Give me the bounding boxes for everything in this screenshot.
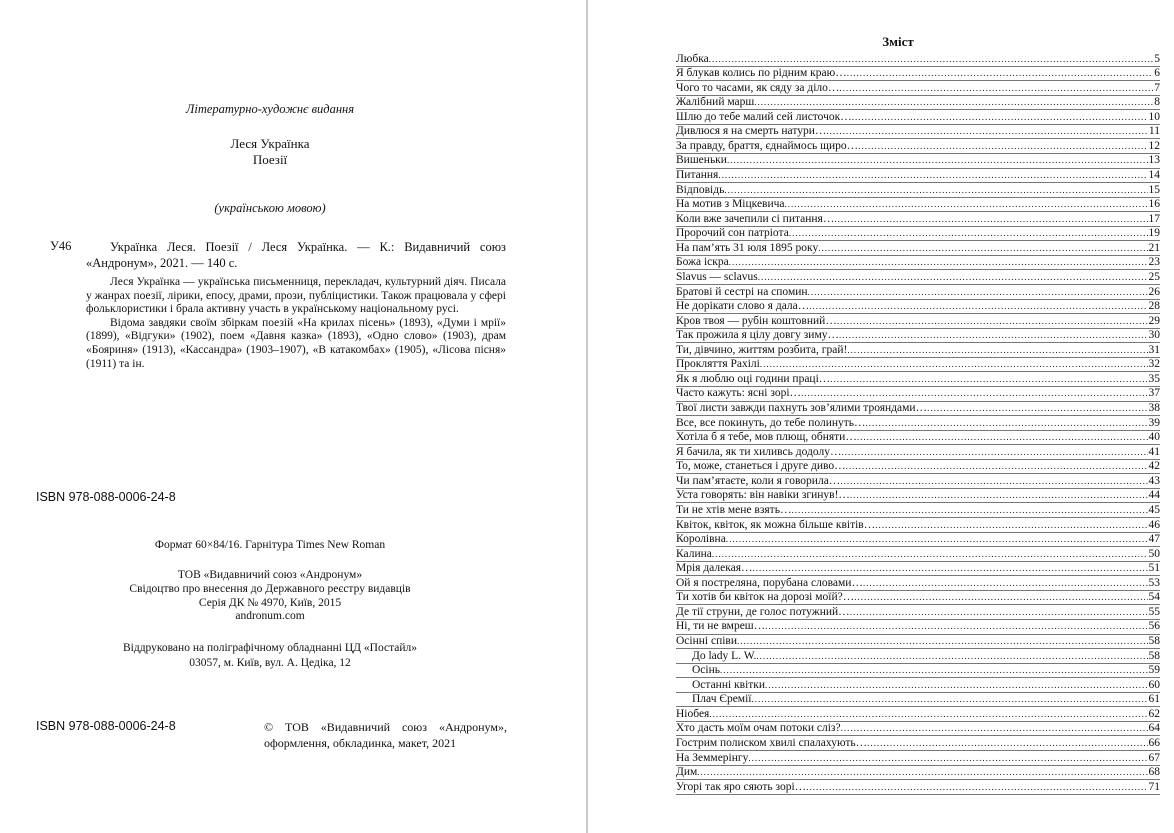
isbn-top: ISBN 978-088-0006-24-8 (36, 490, 176, 504)
toc-leader-dots (854, 590, 1147, 605)
toc-entry-title: Шлю до тебе малий сей листочок… (676, 110, 852, 123)
toc-entry-title: Мрія далекая… (676, 562, 753, 575)
udc-code: У46 (50, 239, 72, 253)
printing-address: 03057, м. Київ, вул. А. Цедіка, 12 (189, 656, 351, 669)
toc-entry-page: 46 (1148, 518, 1160, 531)
toc-entry-page: 8 (1154, 96, 1160, 109)
toc-entry (676, 169, 1160, 184)
toc-entry (676, 67, 1160, 82)
toc-entry (676, 547, 1160, 562)
toc-entry (676, 358, 1160, 373)
toc-entry-title: Ой я постреляна, порубана словами… (676, 576, 863, 589)
toc-entry (676, 503, 1160, 518)
toc-entry-page: 38 (1148, 402, 1160, 414)
toc-entry-title: Хто дасть моїм очам потоки сліз? (676, 722, 841, 735)
toc-entry (676, 125, 1160, 140)
toc-entry (676, 620, 1160, 635)
toc-entry (676, 81, 1160, 96)
toc-entry (676, 649, 1160, 664)
toc-leader-dots (850, 605, 1148, 620)
toc-entry-title: Прокляття Рахілі (676, 358, 760, 371)
publisher-website: andronum.com (235, 610, 305, 623)
toc-leader-dots (765, 619, 1147, 634)
toc-entry (676, 372, 1160, 387)
toc-entry (676, 96, 1160, 111)
toc-entry-page: 37 (1148, 387, 1160, 400)
toc-entry-page: 6 (1154, 67, 1160, 80)
toc-entry (676, 139, 1160, 154)
table-of-contents (676, 52, 1160, 795)
toc-leader-dots (818, 241, 1147, 256)
toc-entry-page: 5 (1154, 52, 1160, 65)
toc-entry-title: Дим (676, 766, 698, 779)
toc-entry-page: 16 (1148, 198, 1160, 211)
toc-leader-dots (756, 649, 1147, 664)
toc-entry-title: Хотіла б я тебе, мов плющ, обняти… (676, 431, 857, 444)
toc-entry-title: Де тії струни, де голос потужний… (676, 605, 850, 618)
toc-entry-page: 68 (1148, 766, 1160, 779)
toc-leader-dots (857, 430, 1148, 445)
toc-leader-dots (852, 110, 1148, 125)
toc-entry (676, 314, 1160, 329)
right-page (588, 0, 1174, 833)
toc-leader-dots (840, 474, 1147, 489)
toc-entry (676, 518, 1160, 533)
toc-entry-title: Slavus — sclavus (676, 270, 758, 283)
toc-entry-title: Відповідь (676, 183, 725, 196)
toc-entry (676, 605, 1160, 620)
toc-leader-dots (727, 153, 1148, 168)
toc-entry-page: 60 (1148, 678, 1160, 691)
toc-entry-title: Все, все покинуть, до тебе полинуть… (676, 416, 866, 429)
toc-entry-title: Осінні співи (676, 635, 738, 647)
format-info: Формат 60×84/16. Гарнітура Times New Roman (154, 539, 386, 551)
toc-entry-title: Чи пам’ятаєте, коли я говорила… (676, 474, 841, 487)
toc-leader-dots (839, 81, 1153, 96)
publisher-info (0, 569, 540, 624)
toc-leader-dots (830, 372, 1147, 387)
toc-entry (676, 707, 1160, 722)
toc-entry-page: 71 (1148, 780, 1160, 793)
toc-leader-dots (826, 124, 1148, 139)
toc-leader-dots (720, 663, 1147, 678)
toc-entry-page: 45 (1148, 503, 1160, 516)
toc-entry (676, 736, 1160, 751)
toc-entry-page: 32 (1148, 358, 1160, 371)
toc-entry-title: Квіток, квіток, як можна більше квітів… (676, 518, 876, 531)
toc-entry (676, 212, 1160, 227)
toc-entry (676, 227, 1160, 242)
toc-entry-page: 56 (1148, 620, 1160, 633)
toc-entry-page: 62 (1148, 707, 1160, 720)
toc-entry-page: 44 (1148, 489, 1160, 502)
toc-entry-title: Останні квітки (692, 678, 766, 691)
toc-leader-dots (718, 168, 1147, 183)
toc-entry-title: Жалібний марш (676, 96, 755, 109)
toc-entry-page: 66 (1148, 736, 1160, 749)
publisher-line: Свідоцтво про внесення до Державного реєстру видавців (129, 582, 411, 595)
toc-leader-dots (927, 401, 1147, 416)
toc-entry-title: Я бачила, як ти хиливсь додолу… (676, 445, 842, 458)
toc-entry-title: Пророчий сон патріота (676, 227, 789, 240)
copyright-notice: © ТОВ «Видавничий союз «Андронум», оформлення, обкладинка, макет, 2021 (264, 720, 507, 750)
annotation-paragraph: Відома завдяки своїм збіркам поезій «На крилах пісень» (1893), «Думи і мрії» (1899), «Відгуки» (1902), поем «Давня казка» (1893), «Одно слово» (1903), драм «Бояриня» (1913), «Кассандра» (1903–1907), «В катакомбах» (1905), «Лісова пісня» (1911) та ін. (86, 316, 506, 370)
toc-entry (676, 387, 1160, 402)
toc-leader-dots (875, 518, 1147, 533)
toc-entry (676, 300, 1160, 315)
toc-entry-title: Божа іскра (676, 256, 729, 269)
toc-entry-title: Любка (676, 52, 709, 65)
toc-leader-dots (808, 285, 1148, 300)
toc-entry-page: 42 (1148, 460, 1160, 473)
toc-entry-page: 7 (1154, 81, 1160, 94)
toc-entry-title: Питання (676, 169, 719, 181)
annotation-paragraph: Леся Українка — українська письменниця, перекладач, культурний діяч. Писала у жанрах поезії, лірики, епосу, драми, прози, публіцистики. Також працювала у сфері фольклористики і брала активну участь в українському національному русі. (86, 276, 506, 316)
toc-entry-page: 15 (1148, 183, 1160, 196)
toc-entry-page: 58 (1148, 649, 1160, 662)
toc-entry-title: Ти, дівчино, життям розбита, грай! (676, 343, 848, 356)
toc-leader-dots (748, 751, 1147, 766)
toc-entry-title: Калина (676, 547, 712, 560)
toc-entry-title: Твої листи завжди пахнуть зов’ялими трояндами… (676, 402, 928, 414)
toc-leader-dots (837, 314, 1148, 329)
toc-entry-page: 29 (1148, 314, 1160, 327)
annotation (86, 276, 506, 371)
toc-entry-title: Чого то часами, як сяду за діло… (676, 81, 840, 94)
toc-entry-page: 59 (1148, 664, 1160, 677)
toc-leader-dots (863, 576, 1148, 591)
toc-entry (676, 343, 1160, 358)
toc-entry (676, 183, 1160, 198)
toc-entry-title: Як я люблю оці години праці… (676, 372, 831, 385)
toc-entry-page: 54 (1148, 591, 1160, 604)
toc-entry-page: 28 (1148, 300, 1160, 313)
toc-heading: Зміст (882, 34, 914, 49)
printing-line: Віддруковано на поліграфічному обладнанні ЦД «Постайл» (122, 642, 418, 654)
toc-leader-dots (760, 357, 1148, 372)
toc-entry-page: 19 (1148, 227, 1160, 240)
toc-entry-page: 17 (1148, 212, 1160, 225)
toc-leader-dots (841, 445, 1147, 460)
toc-entry-title: На Земмерінгу (676, 751, 749, 764)
toc-entry-title: Ні, ти не вмреш… (676, 620, 766, 633)
toc-entry-title: За правду, браття, єднаймось щиро… (676, 139, 859, 152)
toc-entry-title: Вишеньки (676, 154, 727, 167)
toc-leader-dots (846, 459, 1148, 474)
toc-entry (676, 533, 1160, 548)
toc-entry-title: На мотив з Міцкевича (676, 198, 785, 211)
toc-leader-dots (729, 255, 1148, 270)
toc-entry (676, 751, 1160, 766)
toc-leader-dots (834, 212, 1147, 227)
toc-entry (676, 416, 1160, 431)
toc-entry-title: Часто кажуть: ясні зорі… (676, 387, 802, 400)
toc-entry-title: Плач Єремії (692, 693, 752, 706)
toc-leader-dots (847, 343, 1147, 358)
toc-entry-page: 61 (1148, 693, 1160, 706)
publisher-line: Серія ДК № 4970, Київ, 2015 (198, 596, 342, 609)
toc-entry (676, 431, 1160, 446)
toc-entry-title: То, може, станеться і друге диво… (676, 460, 846, 473)
toc-leader-dots (841, 721, 1148, 736)
toc-entry (676, 635, 1160, 650)
toc-entry-page: 12 (1148, 139, 1160, 152)
toc-entry (676, 402, 1160, 417)
toc-leader-dots (867, 736, 1147, 751)
toc-leader-dots (697, 765, 1147, 780)
toc-leader-dots (839, 328, 1148, 343)
toc-entry (676, 766, 1160, 781)
toc-leader-dots (850, 488, 1148, 503)
toc-entry-page: 31 (1148, 343, 1160, 356)
toc-leader-dots (866, 416, 1148, 431)
toc-entry-title: Гострим полиском хвилі спалахують… (676, 736, 868, 749)
toc-entry-page: 50 (1148, 547, 1160, 560)
book-title: Поезії (252, 152, 288, 167)
publisher-line: ТОВ «Видавничий союз «Андронум» (177, 569, 363, 581)
toc-entry-title: Ніобея (676, 707, 710, 720)
toc-leader-dots (765, 678, 1147, 693)
toc-entry (676, 154, 1160, 169)
toc-leader-dots (724, 183, 1147, 198)
toc-entry-page: 14 (1148, 169, 1160, 181)
toc-leader-dots (789, 226, 1148, 241)
toc-entry (676, 678, 1160, 693)
toc-entry (676, 110, 1160, 125)
toc-entry (676, 591, 1160, 606)
toc-entry (676, 241, 1160, 256)
toc-entry-page: 53 (1148, 576, 1160, 589)
toc-leader-dots (809, 299, 1147, 314)
toc-entry (676, 664, 1160, 679)
toc-entry-page: 23 (1148, 256, 1160, 269)
toc-entry (676, 285, 1160, 300)
toc-entry-title: Уста говорять: він навіки згинув!… (676, 489, 850, 502)
toc-entry (676, 460, 1160, 475)
toc-entry (676, 722, 1160, 737)
toc-entry-page: 64 (1148, 722, 1160, 735)
toc-entry-title: Дивлюся я на смерть натури… (676, 125, 827, 138)
toc-leader-dots (751, 692, 1147, 707)
toc-entry-page: 67 (1148, 751, 1160, 764)
toc-entry-page: 21 (1148, 241, 1160, 254)
toc-entry-page: 35 (1148, 372, 1160, 385)
toc-leader-dots (801, 386, 1147, 401)
toc-entry (676, 693, 1160, 708)
isbn-bottom: ISBN 978-088-0006-24-8 (36, 719, 176, 733)
toc-leader-dots (753, 561, 1148, 576)
toc-entry (676, 562, 1160, 577)
toc-entry (676, 270, 1160, 285)
toc-entry-page: 26 (1148, 285, 1160, 298)
language-note: (українською мовою) (214, 201, 326, 215)
toc-leader-dots (709, 52, 1153, 67)
toc-entry-title: Коли вже зачепили сі питання… (676, 212, 835, 225)
toc-leader-dots (847, 66, 1154, 81)
toc-leader-dots (737, 634, 1147, 649)
toc-leader-dots (712, 547, 1148, 562)
toc-leader-dots (758, 270, 1148, 285)
toc-entry-page: 55 (1148, 605, 1160, 618)
toc-entry-title: Ти хотів би квіток на дорозі моїй?… (676, 591, 855, 604)
toc-entry (676, 576, 1160, 591)
toc-leader-dots (754, 95, 1153, 110)
toc-entry-page: 13 (1148, 154, 1160, 167)
left-page (0, 0, 586, 833)
toc-entry-page: 58 (1148, 635, 1160, 647)
toc-entry-page: 39 (1148, 416, 1160, 429)
toc-entry-title: Так прожила я цілу довгу зиму… (676, 329, 839, 342)
toc-entry-page: 11 (1148, 125, 1160, 138)
toc-entry-title: Не дорікати слово я дала… (676, 300, 810, 313)
book-author: Леся Українка (230, 136, 310, 151)
toc-entry-page: 43 (1148, 474, 1160, 487)
toc-entry-title: Ти не хтів мене взять… (676, 503, 792, 516)
toc-entry-title: На пам’ять 31 юля 1895 року (676, 241, 819, 254)
toc-entry-page: 10 (1148, 110, 1160, 123)
toc-entry-title: До lady L. W. (692, 649, 757, 662)
toc-entry-page: 51 (1148, 562, 1160, 575)
toc-entry (676, 198, 1160, 213)
toc-leader-dots (791, 503, 1147, 518)
toc-leader-dots (709, 707, 1147, 722)
toc-entry (676, 329, 1160, 344)
toc-entry-page: 41 (1148, 445, 1160, 458)
edition-type: Літературно-художнє видання (185, 102, 355, 116)
toc-entry-page: 25 (1148, 270, 1160, 283)
toc-leader-dots (858, 139, 1147, 154)
toc-entry (676, 52, 1160, 67)
toc-entry (676, 474, 1160, 489)
toc-entry-title: Королівна (676, 533, 726, 546)
toc-entry-page: 30 (1148, 329, 1160, 342)
toc-entry-page: 40 (1148, 431, 1160, 444)
toc-entry-page: 47 (1148, 533, 1160, 546)
toc-entry-title: Кров твоя — рубін коштовний… (676, 314, 837, 327)
toc-entry-title: Я блукав колись по рідним краю… (676, 67, 847, 80)
toc-entry (676, 489, 1160, 504)
toc-entry (676, 780, 1160, 795)
toc-entry (676, 445, 1160, 460)
toc-leader-dots (806, 780, 1147, 795)
toc-leader-dots (726, 532, 1148, 547)
bibliographic-entry: Українка Леся. Поезії / Леся Українка. — К.: Видавничий союз «Андронум», 2021. — 140 с. (86, 240, 506, 270)
toc-entry-title: Братові й сестрі на спомин (676, 285, 808, 298)
toc-leader-dots (785, 197, 1148, 212)
toc-entry (676, 256, 1160, 271)
printing-info (0, 641, 540, 670)
toc-entry-title: Осінь (692, 664, 721, 677)
toc-entry-title: Угорі так яро сяють зорі… (676, 780, 807, 793)
